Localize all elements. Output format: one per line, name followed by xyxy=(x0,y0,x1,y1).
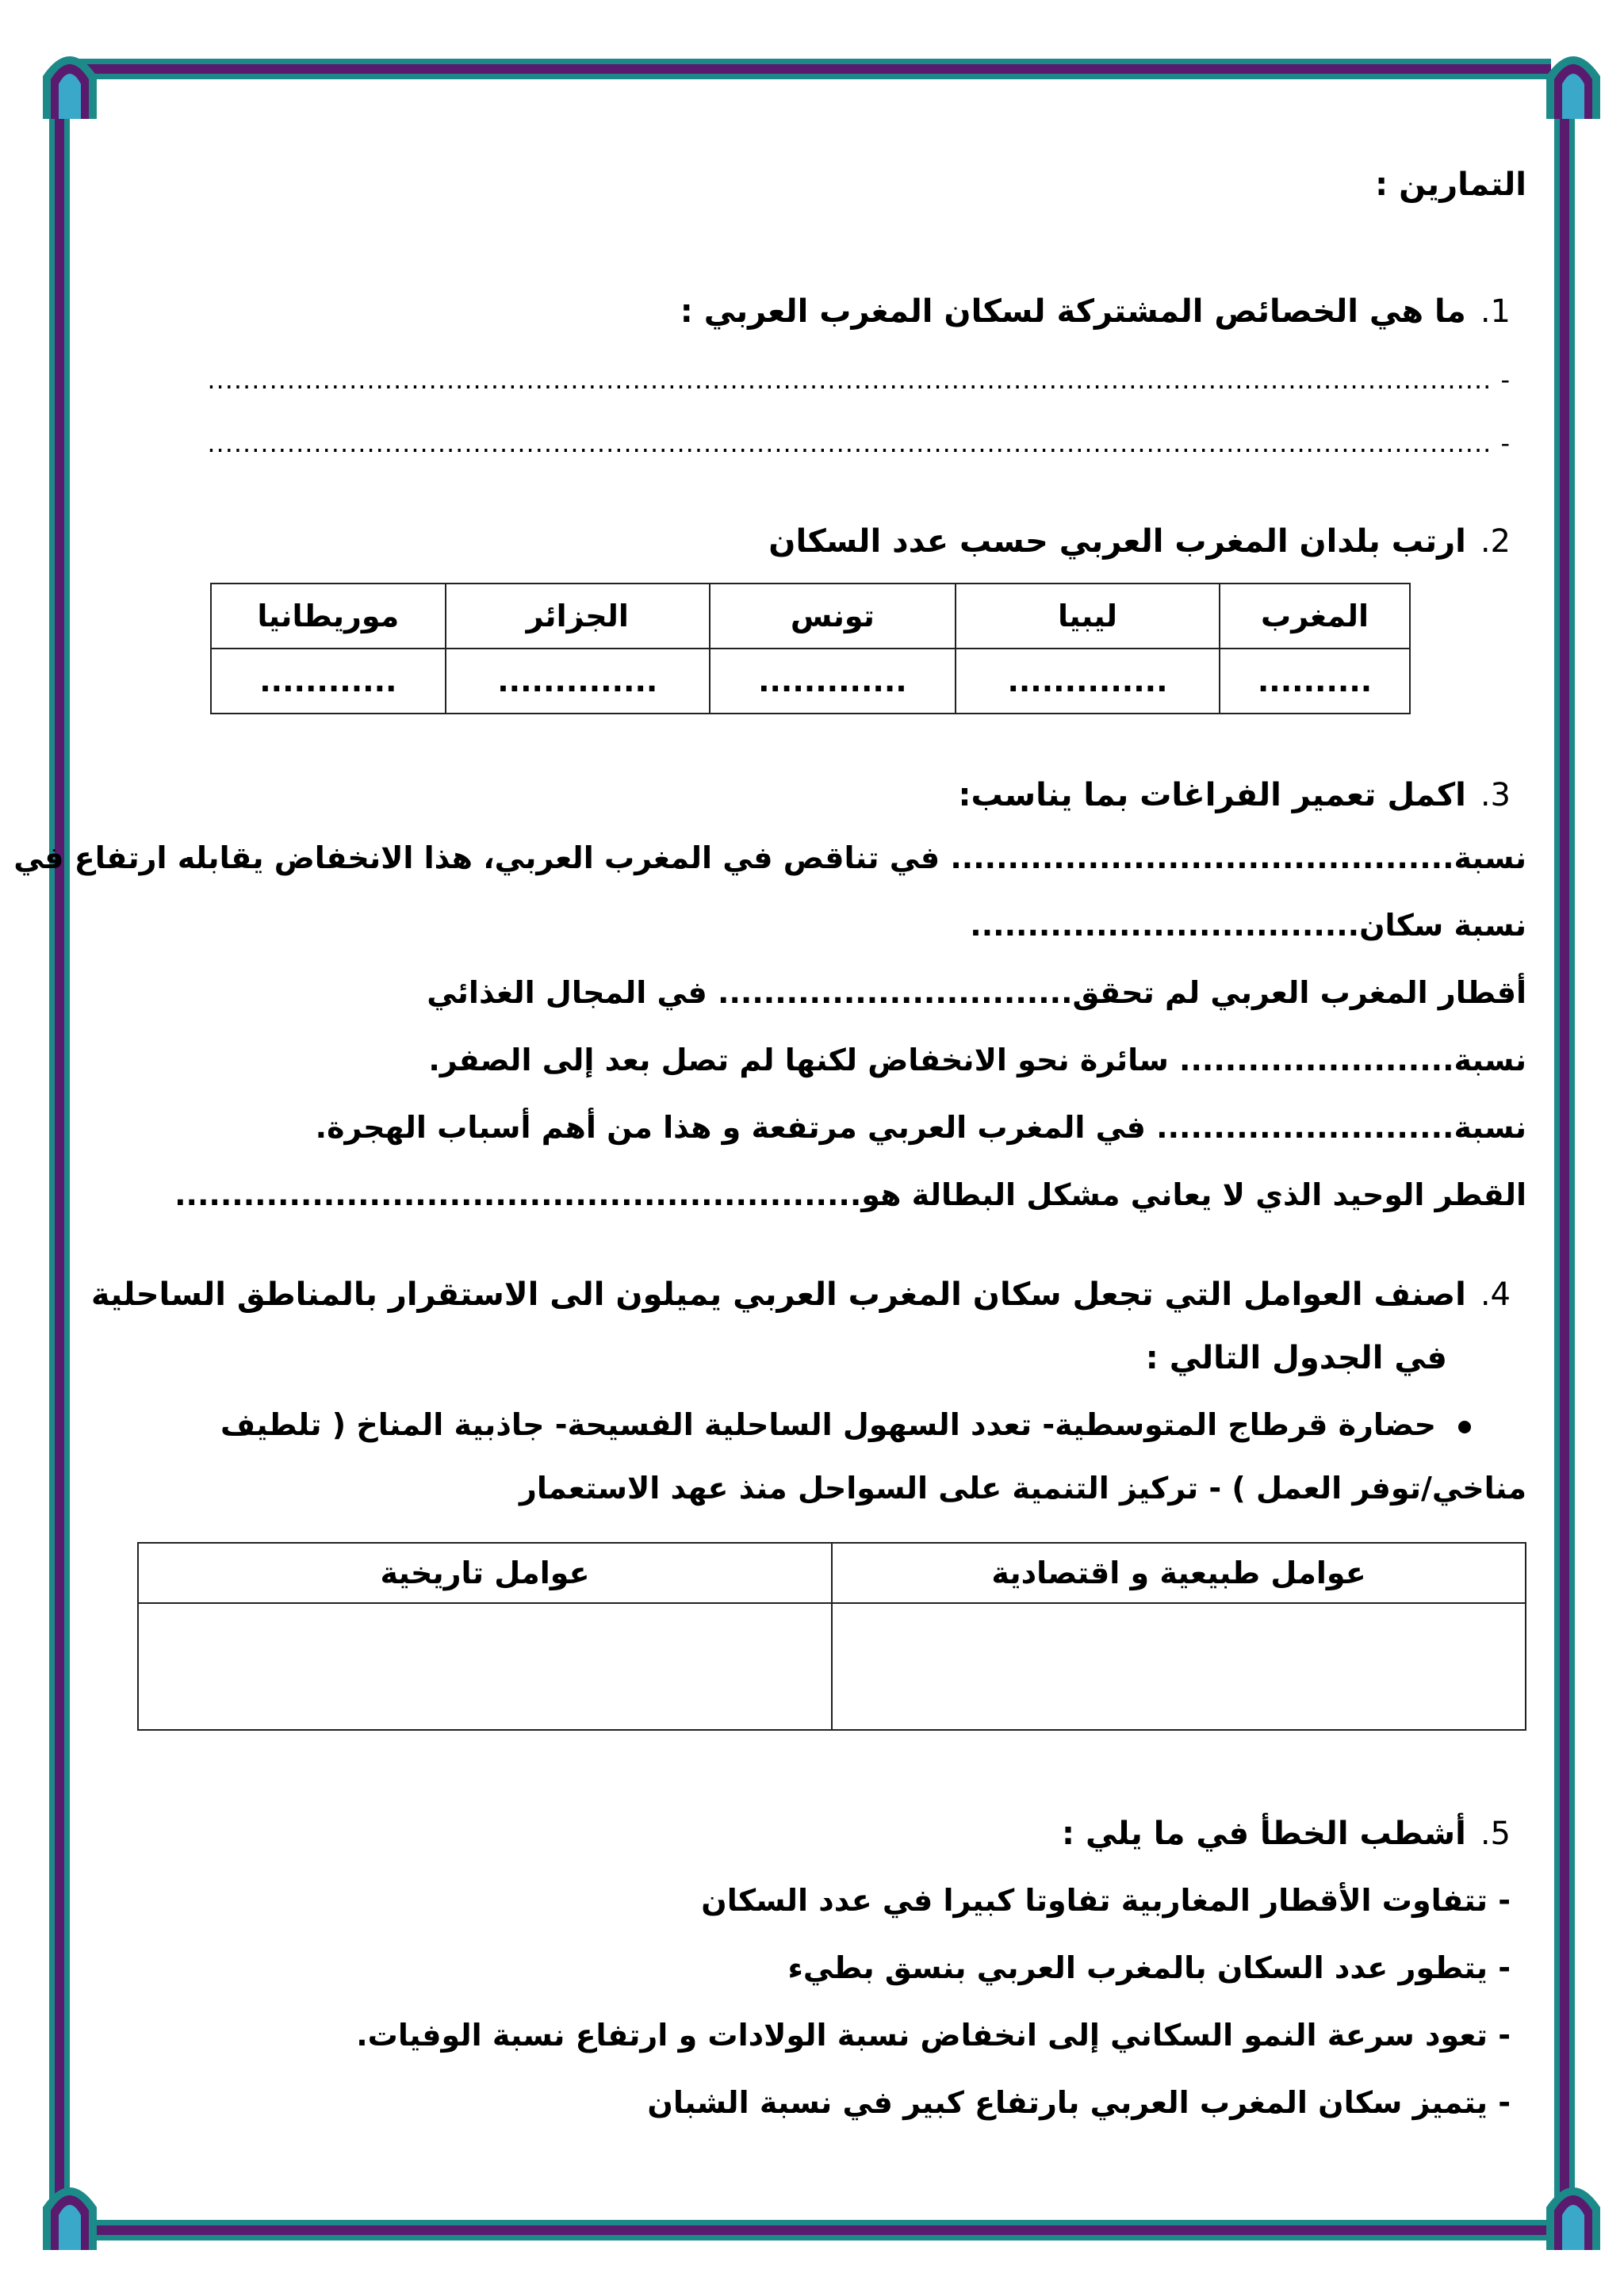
factors-list-text: حضارة قرطاج المتوسطية- تعدد السهول الساحلية الفسيحة- جاذبية المناخ ( تلطيف xyxy=(220,1407,1436,1442)
statement-item: - تعود سرعة النمو السكاني إلى انخفاض نسبة الولادات و ارتفاع نسبة الوفيات. xyxy=(356,2018,1511,2053)
table-header: تونس xyxy=(710,584,956,649)
fill-blank-line: نسبة........................ سائرة نحو الانخفاض لكنها لم تصل بعد إلى الصفر. xyxy=(428,1043,1526,1077)
frame-right xyxy=(1554,73,1575,2223)
frame-bottom xyxy=(73,2220,1551,2241)
corner-ornament-icon xyxy=(1543,44,1603,121)
table-header: المغرب xyxy=(1220,584,1410,649)
question-number: 2. xyxy=(1480,523,1511,560)
statement-item: - يتميز سكان المغرب العربي بارتفاع كبير في نسبة الشبان xyxy=(647,2085,1511,2120)
frame-left xyxy=(49,73,70,2223)
fill-blank-line: القطر الوحيد الذي لا يعاني مشكل البطالة هو............................................................ xyxy=(174,1177,1526,1212)
fill-blank-line: نسبة............................................ في تناقص في المغرب العربي، هذا الانخفاض يقابله ارتفاع في xyxy=(13,840,1526,875)
table-header: موريطانيا xyxy=(211,584,446,649)
question-text: ارتب بلدان المغرب العربي حسب عدد السكان xyxy=(768,523,1466,560)
question-text: اصنف العوامل التي تجعل سكان المغرب العربي يميلون الى الاستقرار بالمناطق الساحلية xyxy=(90,1276,1466,1313)
fill-blank-line: نسبة.......................... في المغرب العربي مرتفعة و هذا من أهم أسباب الهجرة. xyxy=(315,1110,1526,1145)
corner-ornament-icon xyxy=(40,2175,100,2252)
table-header: الجزائر xyxy=(446,584,710,649)
factors-list-text-continued: مناخي/توفر العمل ) - تركيز التنمية على السواحل منذ عهد الاستعمار xyxy=(519,1471,1526,1506)
frame-top xyxy=(73,59,1551,79)
table-cell: ............ xyxy=(211,649,446,714)
table-cell xyxy=(832,1603,1526,1730)
question-2 xyxy=(768,523,1511,560)
table-header: ليبيا xyxy=(956,584,1220,649)
answer-line: - ................................................................................................................................................. xyxy=(207,365,1511,395)
question-1 xyxy=(680,293,1511,330)
table-cell: ............. xyxy=(710,649,956,714)
question-5 xyxy=(1062,1816,1511,1852)
corner-ornament-icon xyxy=(1543,2175,1603,2252)
question-text: أشطب الخطأ في ما يلي : xyxy=(1062,1816,1466,1852)
question-number: 4. xyxy=(1480,1276,1511,1313)
table-header: عوامل تاريخية xyxy=(138,1543,832,1603)
population-ranking-table xyxy=(210,583,1411,714)
question-3 xyxy=(958,777,1511,813)
statement-item: - يتطور عدد السكان بالمغرب العربي بنسق بطيء xyxy=(787,1950,1511,1985)
table-cell: .............. xyxy=(446,649,710,714)
factors-classification-table xyxy=(137,1542,1526,1731)
question-number: 3. xyxy=(1480,777,1511,813)
question-text: ما هي الخصائص المشتركة لسكان المغرب العربي : xyxy=(680,293,1466,330)
table-cell: .......... xyxy=(1220,649,1410,714)
fill-blank-line: أقطار المغرب العربي لم تحقق............................... في المجال الغذائي xyxy=(427,975,1526,1010)
table-cell: .............. xyxy=(956,649,1220,714)
page-title: التمارين : xyxy=(1375,166,1526,203)
question-number: 5. xyxy=(1480,1816,1511,1852)
bullet-icon xyxy=(1458,1421,1471,1433)
answer-line: - ................................................................................................................................................. xyxy=(207,428,1511,458)
statement-item: - تتفاوت الأقطار المغاربية تفاوتا كبيرا في عدد السكان xyxy=(701,1883,1511,1918)
question-number: 1. xyxy=(1480,293,1511,330)
question-text-continued: في الجدول التالي : xyxy=(1145,1340,1447,1376)
table-header: عوامل طبيعية و اقتصادية xyxy=(832,1543,1526,1603)
corner-ornament-icon xyxy=(40,44,100,121)
question-text: اكمل تعمير الفراغات بما يناسب: xyxy=(958,777,1466,813)
factors-bullet xyxy=(220,1407,1471,1442)
table-cell xyxy=(138,1603,832,1730)
question-4 xyxy=(91,1276,1511,1313)
fill-blank-line: نسبة سكان.................................. xyxy=(970,908,1526,943)
